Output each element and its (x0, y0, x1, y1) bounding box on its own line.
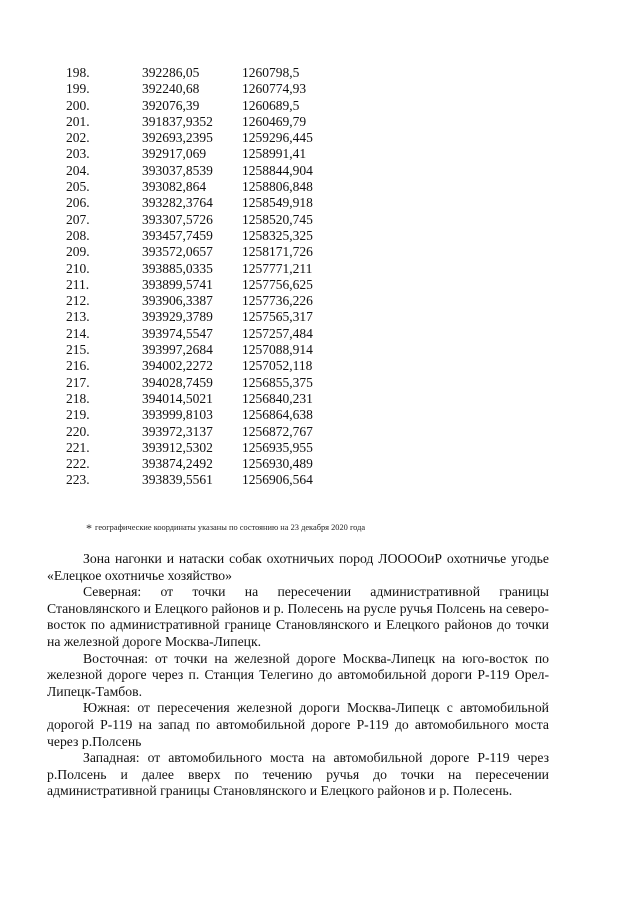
y-coordinate-cell: 1257088,914 (242, 342, 313, 358)
point-number-cell: 209. (66, 244, 90, 260)
western-boundary-paragraph: Западная: от автомобильного моста на автомобильной дороге Р-119 через р.Полсень и далее вверх по течению ручья до точки на пересечении административной границы Становлянского и Елецкого районов и р. Полесень. (47, 750, 549, 799)
table-row (66, 456, 313, 472)
table-row (66, 163, 313, 179)
y-coordinate-cell: 1258806,848 (242, 179, 313, 195)
northern-boundary-paragraph: Северная: от точки на пересечении административной границы Становлянского и Елецкого районов и р. Полесень на русле ручья Полсень на северо-восток по административной границе Становлянского и Елецкого районов до точки на железной дороге Москва-Липецк. (47, 584, 549, 649)
x-coordinate-cell: 393307,5726 (142, 211, 213, 227)
point-number-cell: 221. (66, 439, 90, 455)
table-row (66, 179, 313, 195)
y-coordinate-cell: 1256855,375 (242, 374, 313, 390)
table-row (66, 98, 313, 114)
table-row (66, 407, 313, 423)
x-coordinate-cell: 392693,2395 (142, 130, 213, 146)
point-number-cell: 214. (66, 325, 90, 341)
point-number-cell: 201. (66, 113, 90, 129)
y-coordinate-cell: 1257565,317 (242, 309, 313, 325)
x-coordinate-cell: 393997,2684 (142, 342, 213, 358)
y-coordinate-cell: 1260798,5 (242, 65, 300, 80)
y-coordinate-cell: 1258549,918 (242, 195, 313, 211)
y-coordinate-cell: 1257756,625 (242, 276, 313, 292)
point-number-cell: 203. (66, 146, 90, 162)
point-number-cell: 216. (66, 358, 90, 374)
table-row (66, 440, 313, 456)
point-number-cell: 207. (66, 211, 90, 227)
x-coordinate-cell: 391837,9352 (142, 113, 213, 129)
point-number-cell: 199. (66, 81, 90, 97)
y-coordinate-cell: 1256906,564 (242, 472, 313, 488)
y-coordinate-cell: 1257257,484 (242, 325, 313, 341)
y-coordinate-cell: 1256864,638 (242, 407, 313, 423)
point-number-cell: 204. (66, 162, 90, 178)
x-coordinate-cell: 392917,069 (142, 146, 207, 162)
y-coordinate-cell: 1259296,445 (242, 130, 313, 146)
x-coordinate-cell: 392076,39 (142, 97, 200, 113)
x-coordinate-cell: 393906,3387 (142, 293, 213, 309)
x-coordinate-cell: 394014,5021 (142, 390, 213, 406)
x-coordinate-cell: 394028,7459 (142, 374, 213, 390)
point-number-cell: 215. (66, 342, 90, 358)
x-coordinate-cell: 393929,3789 (142, 309, 213, 325)
x-coordinate-cell: 393839,5561 (142, 472, 213, 488)
point-number-cell: 211. (66, 276, 90, 292)
x-coordinate-cell: 393972,3137 (142, 423, 213, 439)
y-coordinate-cell: 1258991,41 (242, 146, 307, 162)
table-row (66, 424, 313, 440)
x-coordinate-cell: 394002,2272 (142, 358, 213, 374)
y-coordinate-cell: 1258325,325 (242, 227, 313, 243)
point-number-cell: 220. (66, 423, 90, 439)
x-coordinate-cell: 393037,8539 (142, 162, 213, 178)
table-row (66, 326, 313, 342)
x-coordinate-cell: 393874,2492 (142, 456, 213, 472)
x-coordinate-cell: 393282,3764 (142, 195, 213, 211)
table-row (66, 358, 313, 374)
point-number-cell: 206. (66, 195, 90, 211)
table-row (66, 212, 313, 228)
y-coordinate-cell: 1256840,231 (242, 390, 313, 406)
footnote (86, 519, 365, 534)
zone-title-paragraph: Зона нагонки и натаски собак охотничьих пород ЛООООиР охотничье угодье «Елецкое охотничье хозяйство» (47, 551, 549, 583)
x-coordinate-cell: 393899,5741 (142, 276, 213, 292)
table-row (66, 375, 313, 391)
point-number-cell: 222. (66, 456, 90, 472)
table-row (66, 65, 313, 81)
y-coordinate-cell: 1257736,226 (242, 293, 313, 309)
table-row (66, 244, 313, 260)
footnote-text: географические координаты указаны по состоянию на 23 декабря 2020 года (95, 523, 366, 532)
x-coordinate-cell: 393912,5302 (142, 439, 213, 455)
table-row (66, 342, 313, 358)
southern-boundary-paragraph: Южная: от пересечения железной дороги Москва-Липецк с автомобильной дорогой Р-119 на запад по автомобильной дороге Р-119 до автомобильного моста через р.Полсень (47, 700, 549, 749)
table-row (66, 114, 313, 130)
x-coordinate-cell: 393082,864 (142, 179, 207, 195)
point-number-cell: 219. (66, 407, 90, 423)
point-number-cell: 223. (66, 472, 90, 488)
zone-description (47, 551, 549, 800)
table-row (66, 472, 313, 488)
y-coordinate-cell: 1257052,118 (242, 358, 313, 374)
point-number-cell: 218. (66, 390, 90, 406)
table-row (66, 261, 313, 277)
x-coordinate-cell: 392286,05 (142, 65, 200, 80)
table-row (66, 277, 313, 293)
table-row (66, 228, 313, 244)
y-coordinate-cell: 1260689,5 (242, 97, 300, 113)
table-row (66, 130, 313, 146)
point-number-cell: 212. (66, 293, 90, 309)
point-number-cell: 210. (66, 260, 90, 276)
coordinates-table-body (66, 65, 313, 489)
footnote-marker: * (86, 521, 92, 535)
y-coordinate-cell: 1260469,79 (242, 113, 307, 129)
y-coordinate-cell: 1256872,767 (242, 423, 313, 439)
point-number-cell: 200. (66, 97, 90, 113)
x-coordinate-cell: 393885,0335 (142, 260, 213, 276)
coordinates-table (66, 65, 313, 489)
point-number-cell: 205. (66, 179, 90, 195)
x-coordinate-cell: 393999,8103 (142, 407, 213, 423)
y-coordinate-cell: 1256935,955 (242, 439, 313, 455)
table-row (66, 391, 313, 407)
y-coordinate-cell: 1258520,745 (242, 211, 313, 227)
y-coordinate-cell: 1256930,489 (242, 456, 313, 472)
table-row (66, 195, 313, 211)
eastern-boundary-paragraph: Восточная: от точки на железной дороге Москва-Липецк на юго-восток по железной дороге через п. Станция Телегино до автомобильной дороги Р-119 Орел-Липецк-Тамбов. (47, 650, 549, 699)
point-number-cell: 202. (66, 130, 90, 146)
table-row (66, 81, 313, 97)
point-number-cell: 217. (66, 374, 90, 390)
x-coordinate-cell: 392240,68 (142, 81, 200, 97)
table-row (66, 146, 313, 162)
x-coordinate-cell: 393572,0657 (142, 244, 213, 260)
x-coordinate-cell: 393457,7459 (142, 227, 213, 243)
table-row (66, 309, 313, 325)
y-coordinate-cell: 1258844,904 (242, 162, 313, 178)
x-coordinate-cell: 393974,5547 (142, 325, 213, 341)
y-coordinate-cell: 1258171,726 (242, 244, 313, 260)
point-number-cell: 213. (66, 309, 90, 325)
point-number-cell: 198. (66, 65, 90, 80)
table-row (66, 293, 313, 309)
y-coordinate-cell: 1257771,211 (242, 260, 313, 276)
y-coordinate-cell: 1260774,93 (242, 81, 307, 97)
point-number-cell: 208. (66, 227, 90, 243)
